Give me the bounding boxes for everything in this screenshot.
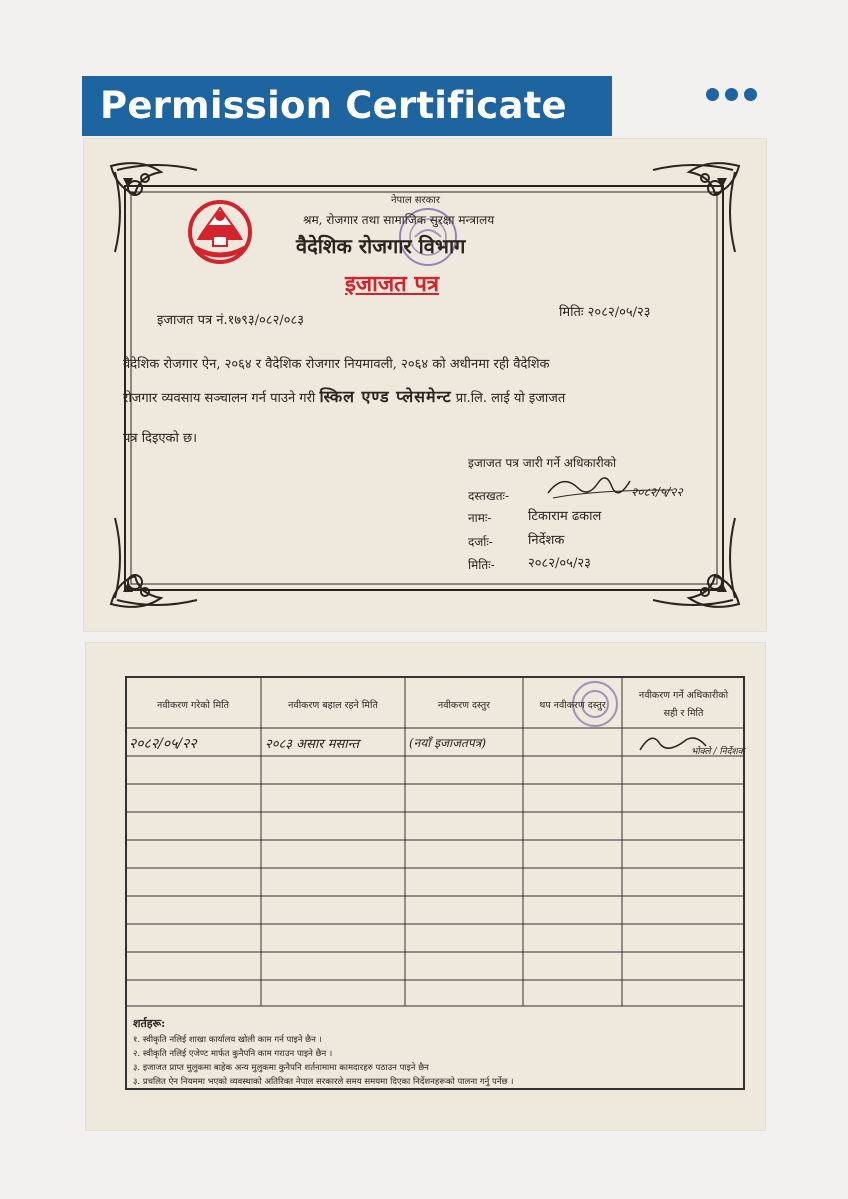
certificate-back <box>85 642 766 1131</box>
license-number: इजाजत पत्र नं.१७९३/०८२/०८३ <box>157 313 304 328</box>
body-line-3: पत्र दिइएको छ। <box>123 431 198 446</box>
issue-date: मितिः २०८२/०५/२३ <box>559 305 651 320</box>
issuer-heading: इजाजत पत्र जारी गर्ने अधिकारीको <box>468 456 617 470</box>
header-sign-date: सही र मिति <box>663 708 704 719</box>
rank-label: दर्जाः- <box>468 535 493 549</box>
term-1: १. स्वीकृति नलिई शाखा कार्यालय खोली काम गर्न पाइने छैन । <box>133 1035 322 1045</box>
body-line-2-pre: रोजगार व्यवसाय सञ्चालन गर्न पाउने गरी <box>123 391 316 406</box>
header-valid-until: नवीकरण बहाल रहने मिति <box>288 700 378 711</box>
department-name: वैदेशिक रोजगार विभाग <box>296 234 466 258</box>
signature-date: २०८२/५/२२ <box>631 485 683 499</box>
body-line-1: वैदेशिक रोजगार ऐन, २०६४ र वैदेशिक रोजगार नियमावली, २०६४ को अधीनमा रही वैदेशिक <box>123 357 550 372</box>
fee-value: (नयाँ इजाजतपत्र) <box>409 736 486 750</box>
term-2: २. स्वीकृति नलिई एजेण्ट मार्फत कुनैपनि काम गराउन पाइने छैन । <box>133 1049 333 1059</box>
term-4: ३. प्रचलित ऐन नियममा भएको व्यवस्थाको अतिरिक्त नेपाल सरकारले समय समयमा दिएका निर्देशनहरूको पालना गर्नु पर्नेछ । <box>133 1077 514 1087</box>
terms-title: शर्तहरू: <box>133 1017 166 1030</box>
body-line-2-post: प्रा.लि. लाई यो इजाजत <box>455 391 566 406</box>
name-label: नामः- <box>468 511 492 525</box>
signature-label: दस्तखतः- <box>468 489 510 503</box>
government-name: नेपाल सरकार <box>391 195 440 206</box>
header-authority: नवीकरण गर्ने अधिकारीको <box>638 690 729 701</box>
header-fee: नवीकरण दस्तुर <box>437 700 491 711</box>
sign-date-value: भोक्ले / निर्देशक <box>691 747 745 757</box>
company-name: स्किल एण्ड प्लेसमेन्ट <box>319 387 452 406</box>
more-horizontal-icon[interactable] <box>706 86 766 104</box>
term-3: ३. इजाजत प्राप्त मुलुकमा बाहेक अन्य मुलुकमा कुनैपनि शर्तनामामा कामदारहरु पठाउन पाइने छैन <box>133 1063 429 1073</box>
date-value: २०८२/०५/२३ <box>528 556 591 571</box>
nepal-emblem-icon <box>185 196 255 266</box>
certificate-front <box>83 138 767 632</box>
date-label: मितिः- <box>468 558 495 572</box>
valid-until-value: २०८३ असार मसान्त <box>265 737 360 752</box>
page-title: Permission Certificate <box>82 76 612 136</box>
document-title: इजाजत पत्र <box>345 271 439 297</box>
header-additional-fee: थप नवीकरण दस्तुर <box>539 700 606 711</box>
header-renewed-on: नवीकरण गरेको मिति <box>156 700 230 711</box>
name-value: टिकाराम ढकाल <box>528 509 602 524</box>
ministry-name: श्रम, रोजगार तथा सामाजिक सुरक्षा मन्त्रालय <box>303 213 495 227</box>
renewed-on-value: २०८२/०५/२२ <box>129 736 197 752</box>
rank-value: निर्देशक <box>528 533 565 548</box>
body-line-2 <box>123 385 565 407</box>
